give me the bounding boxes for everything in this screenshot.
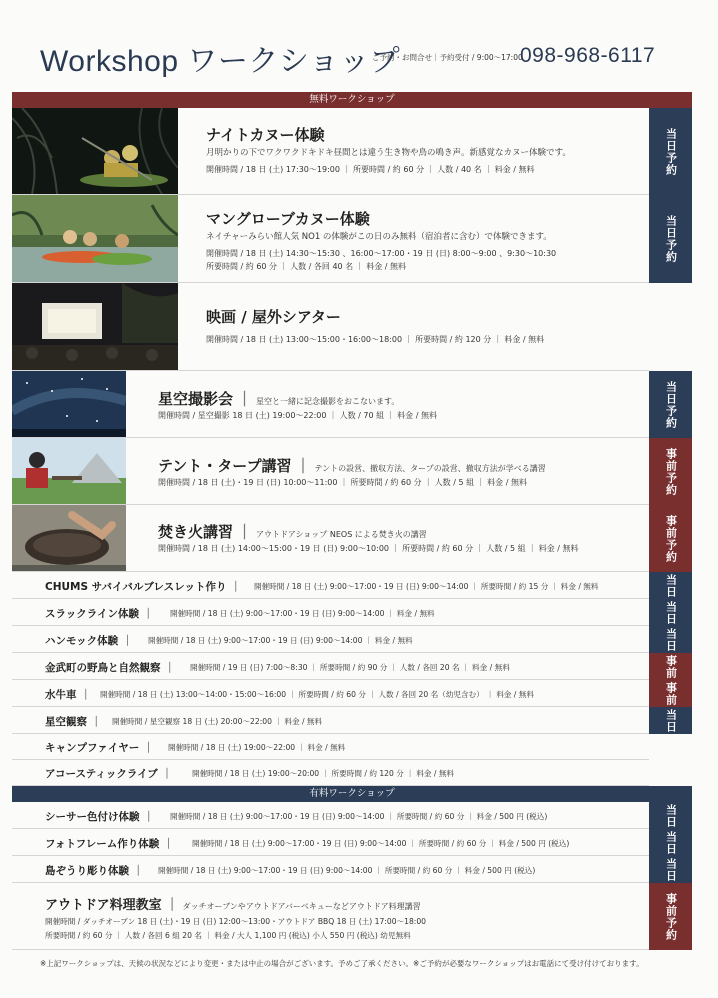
badge-same-day: 当日予約 — [649, 195, 692, 283]
tent-tarp-title: テント・タープ講習 ｜ テントの設営、撤収方法、タープの設営、撤収方法が学べる講習 — [158, 457, 546, 475]
badge-same-day-short: 当日 — [649, 802, 692, 829]
shisa-info: 開催時間 / 18 日 (土) 9:00～17:00・19 日 (日) 9:00～14:00 ｜ 所要時間 / 約 60 分 ｜ 料金 / 500 円 (税込) — [170, 812, 548, 821]
slackline-info: 開催時間 / 18 日 (土) 9:00～17:00・19 日 (日) 9:00～14:00 ｜ 料金 / 無料 — [170, 609, 435, 618]
outdoor-cooking-desc: ダッチオーブンやアウトドアバーベキューなどアウトドア料理講習 — [182, 902, 421, 911]
hammock-info: 開催時間 / 18 日 (土) 9:00～17:00・19 日 (日) 9:00～14:00 ｜ 料金 / 無料 — [148, 636, 413, 645]
outdoor-cooking-title: アウトドア料理教室 ｜ ダッチオーブンやアウトドアバーベキューなどアウトドア料理講習 — [45, 898, 421, 913]
water-buffalo-info: 開催時間 / 18 日 (土) 13:00～14:00・15:00～16:00 ｜ 所要時間 / 約 60 分 ｜ 人数 / 各回 20 名（幼児含む） ｜ 料金 / 無料 — [100, 690, 534, 699]
badge-advance-short: 事前 — [649, 680, 692, 707]
mangrove-canoe-info2: 所要時間 / 約 60 分 ｜ 人数 / 各回 40 名 ｜ 料金 / 無料 — [206, 262, 407, 271]
island-sandal-title: 島ぞうり彫り体験 ｜ — [45, 865, 144, 877]
tent-tarp-desc: テントの設営、撤収方法、タープの設営、撤収方法が学べる講習 — [314, 464, 546, 473]
header — [0, 0, 718, 92]
bonfire-title: 焚き火講習 ｜ アウトドアショップ NEOS による焚き火の講習 — [158, 523, 427, 541]
bird-watching-title: 金武町の野鳥と自然観察 ｜ — [45, 662, 175, 674]
mangrove-canoe-title: マングローブカヌー体験 — [206, 210, 370, 228]
bonfire-desc: アウトドアショップ NEOS による焚き火の講習 — [256, 530, 427, 539]
section-band-paid: 有料ワークショップ — [12, 786, 692, 802]
star-photo-info: 開催時間 / 星空撮影 18 日 (土) 19:00～22:00 ｜ 人数 / 70 組 ｜ 料金 / 無料 — [158, 411, 437, 420]
badge-same-day-short: 当日 — [649, 856, 692, 883]
badge-advance: 事前予約 — [649, 438, 692, 505]
star-photo-desc: 星空と一緒に記念撮影をおこないます。 — [256, 397, 400, 406]
water-buffalo-title: 水牛車 ｜ — [45, 689, 91, 701]
campfire-info: 開催時間 / 18 日 (土) 19:00～22:00 ｜ 料金 / 無料 — [168, 743, 346, 752]
acoustic-live-title: アコースティックライブ ｜ — [45, 768, 173, 780]
chums-bracelet-title: CHUMS サバイバルブレスレット作り ｜ — [45, 581, 242, 593]
badge-advance: 事前予約 — [649, 883, 692, 950]
mangrove-canoe-info1: 開催時間 / 18 日 (土) 14:30～15:30 、16:00～17:00・19 日 (日) 8:00～9:00 、9:30～10:30 — [206, 249, 557, 258]
acoustic-live-info: 開催時間 / 18 日 (土) 19:00～20:00 ｜ 所要時間 / 約 120 分 ｜ 料金 / 無料 — [192, 769, 455, 778]
chums-bracelet-info: 開催時間 / 18 日 (土) 9:00～17:00・19 日 (日) 9:00～14:00 ｜ 所要時間 / 約 15 分 ｜ 料金 / 無料 — [254, 582, 599, 591]
footnote: ※上記ワークショップは、天候の状況などにより変更・または中止の場合がございます。予めご了承ください。※ご予約が必要なワークショップはお電話にて受け付けております。 — [40, 959, 644, 968]
shisa-title: シーサー色付け体験 ｜ — [45, 811, 154, 823]
campfire-title: キャンプファイヤー ｜ — [45, 742, 154, 754]
star-observation-title: 星空観察 ｜ — [45, 716, 102, 728]
badge-same-day: 当日予約 — [649, 371, 692, 438]
phone-number[interactable]: 098-968-6117 — [520, 44, 656, 67]
outdoor-theater-info: 開催時間 / 18 日 (土) 13:00～15:00・16:00～18:00 ｜ 所要時間 / 約 120 分 ｜ 料金 / 無料 — [206, 335, 545, 344]
badge-same-day-short: 当日 — [649, 707, 692, 734]
section-band-free: 無料ワークショップ — [12, 92, 692, 108]
photo-frame-title: フォトフレーム作り体験 ｜ — [45, 838, 174, 850]
contact-label: ご予約・お問合せ｜予約受付 / 9:00～17:00 — [372, 53, 523, 62]
hammock-title: ハンモック体験 ｜ — [45, 635, 133, 647]
star-observation-info: 開催時間 / 星空観察 18 日 (土) 20:00～22:00 ｜ 料金 / 無料 — [112, 717, 323, 726]
night-canoe-info: 開催時間 / 18 日 (土) 17:30～19:00 ｜ 所要時間 / 約 60 分 ｜ 人数 / 40 名 ｜ 料金 / 無料 — [206, 165, 535, 174]
badge-same-day-short: 当日 — [649, 572, 692, 599]
night-canoe-title: ナイトカヌー体験 — [206, 126, 325, 144]
outdoor-cooking-info2: 所要時間 / 約 60 分 ｜ 人数 / 各回 6 組 20 名 ｜ 料金 / 大人 1,100 円 (税込) 小人 550 円 (税込) 幼児無料 — [45, 931, 411, 940]
badge-same-day-short: 当日 — [649, 599, 692, 626]
outdoor-theater-title: 映画 / 屋外シアター — [206, 308, 341, 326]
bird-watching-info: 開催時間 / 19 日 (日) 7:00～8:30 ｜ 所要時間 / 約 90 分 ｜ 人数 / 各回 20 名 ｜ 料金 / 無料 — [190, 663, 510, 672]
badge-advance-short: 事前 — [649, 653, 692, 680]
badge-same-day-short: 当日 — [649, 829, 692, 856]
mangrove-canoe-desc: ネイチャーみらい館人気 NO1 の体験がこの日のみ無料（宿泊者に含む）で体験できます。 — [206, 232, 552, 242]
badge-same-day: 当日予約 — [649, 108, 692, 195]
badge-advance: 事前予約 — [649, 505, 692, 572]
bonfire-info: 開催時間 / 18 日 (土) 14:00～15:00・19 日 (日) 9:00～10:00 ｜ 所要時間 / 約 60 分 ｜ 人数 / 5 組 ｜ 料金 / 無料 — [158, 544, 579, 553]
night-canoe-desc: 月明かりの下でワクワクドキドキ昼間とは違う生き物や鳥の鳴き声。新感覚なカヌー体験です。 — [206, 148, 571, 158]
row-outdoor-theater[interactable] — [12, 283, 649, 371]
photo-frame-info: 開催時間 / 18 日 (土) 9:00～17:00・19 日 (日) 9:00～14:00 ｜ 所要時間 / 約 60 分 ｜ 料金 / 500 円 (税込) — [192, 839, 570, 848]
slackline-title: スラックライン体験 ｜ — [45, 608, 154, 620]
star-photo-title: 星空撮影会 ｜ 星空と一緒に記念撮影をおこないます。 — [158, 390, 400, 408]
badge-same-day-short: 当日 — [649, 626, 692, 653]
outdoor-cooking-info1: 開催時間 / ダッチオーブン 18 日 (土)・19 日 (日) 12:00～13:00・アウトドア BBQ 18 日 (土) 17:00～18:00 — [45, 917, 427, 926]
tent-tarp-info: 開催時間 / 18 日 (土)・19 日 (日) 10:00～11:00 ｜ 所要時間 / 約 60 分 ｜ 人数 / 5 組 ｜ 料金 / 無料 — [158, 478, 527, 487]
island-sandal-info: 開催時間 / 18 日 (土) 9:00～17:00・19 日 (日) 9:00～14:00 ｜ 所要時間 / 約 60 分 ｜ 料金 / 500 円 (税込) — [158, 866, 536, 875]
page-title: Workshop ワークショップ — [40, 45, 401, 78]
row-star-observation[interactable] — [12, 707, 649, 734]
